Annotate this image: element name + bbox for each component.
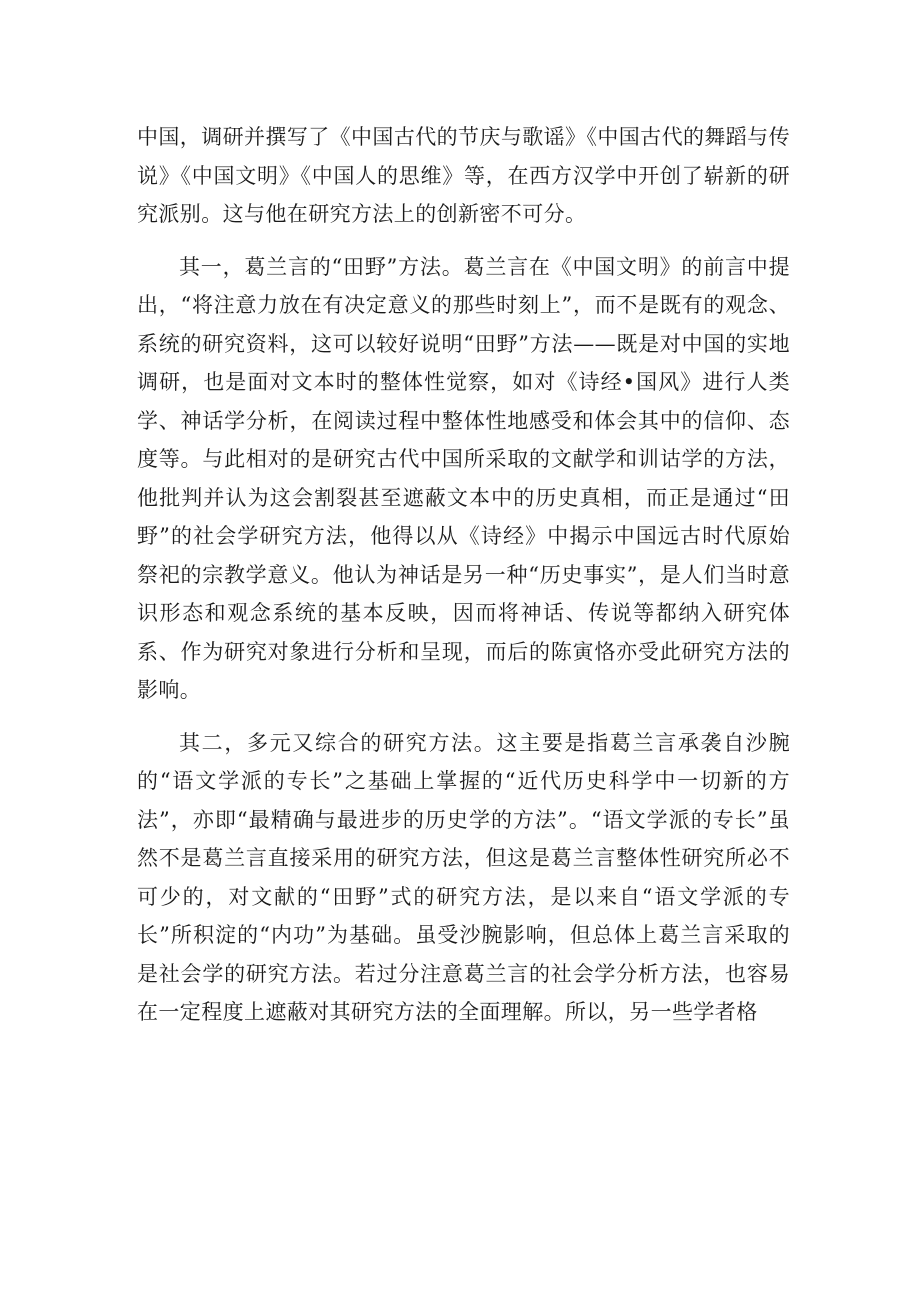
paragraph-field-method: 其一，葛兰言的“田野”方法。葛兰言在《中国文明》的前言中提出，“将注意力放在有决定意义的那些时刻上”，而不是既有的观念、系统的研究资料，这可以较好说明“田野”方法——既是对中国的实地调研，也是面对文本时的整体性觉察，如对《诗经•国风》进行人类学、神话学分析，在阅读过程中整体性地感受和体会其中的信仰、态度等。与此相对的是研究古代中国所采取的文献学和训诂学的方法，他批判并认为这会割裂甚至遮蔽文本中的历史真相，而正是通过“田野”的社会学研究方法，他得以从《诗经》中揭示中国远古时代原始祭祀的宗教学意义。他认为神话是另一种“历史事实”，是人们当时意识形态和观念系统的基本反映，因而将神话、传说等都纳入研究体系、作为研究对象进行分析和呈现，而后的陈寅恪亦受此研究方法的影响。 bbox=[137, 254, 790, 702]
paragraph-multi-method: 其二，多元又综合的研究方法。这主要是指葛兰言承袭自沙腕的“语文学派的专长”之基础上掌握的“近代历史科学中一切新的方法”，亦即“最精确与最进步的历史学的方法”。“语文学派的专长”虽然不是葛兰言直接采用的研究方法，但这是葛兰言整体性研究所必不可少的，对文献的“田野”式的研究方法，是以来自“语文学派的专长”所积淀的“内功”为基础。虽受沙腕影响，但总体上葛兰言采取的是社会学的研究方法。若过分注意葛兰言的社会学分析方法，也容易在一定程度上遮蔽对其研究方法的全面理解。所以，另一些学者格 bbox=[137, 730, 790, 1024]
paragraph-continuation: 中国，调研并撰写了《中国古代的节庆与歌谣》《中国古代的舞蹈与传说》《中国文明》《中国人的思维》等，在西方汉学中开创了崭新的研究派别。这与他在研究方法上的创新密不可分。 bbox=[137, 125, 790, 226]
